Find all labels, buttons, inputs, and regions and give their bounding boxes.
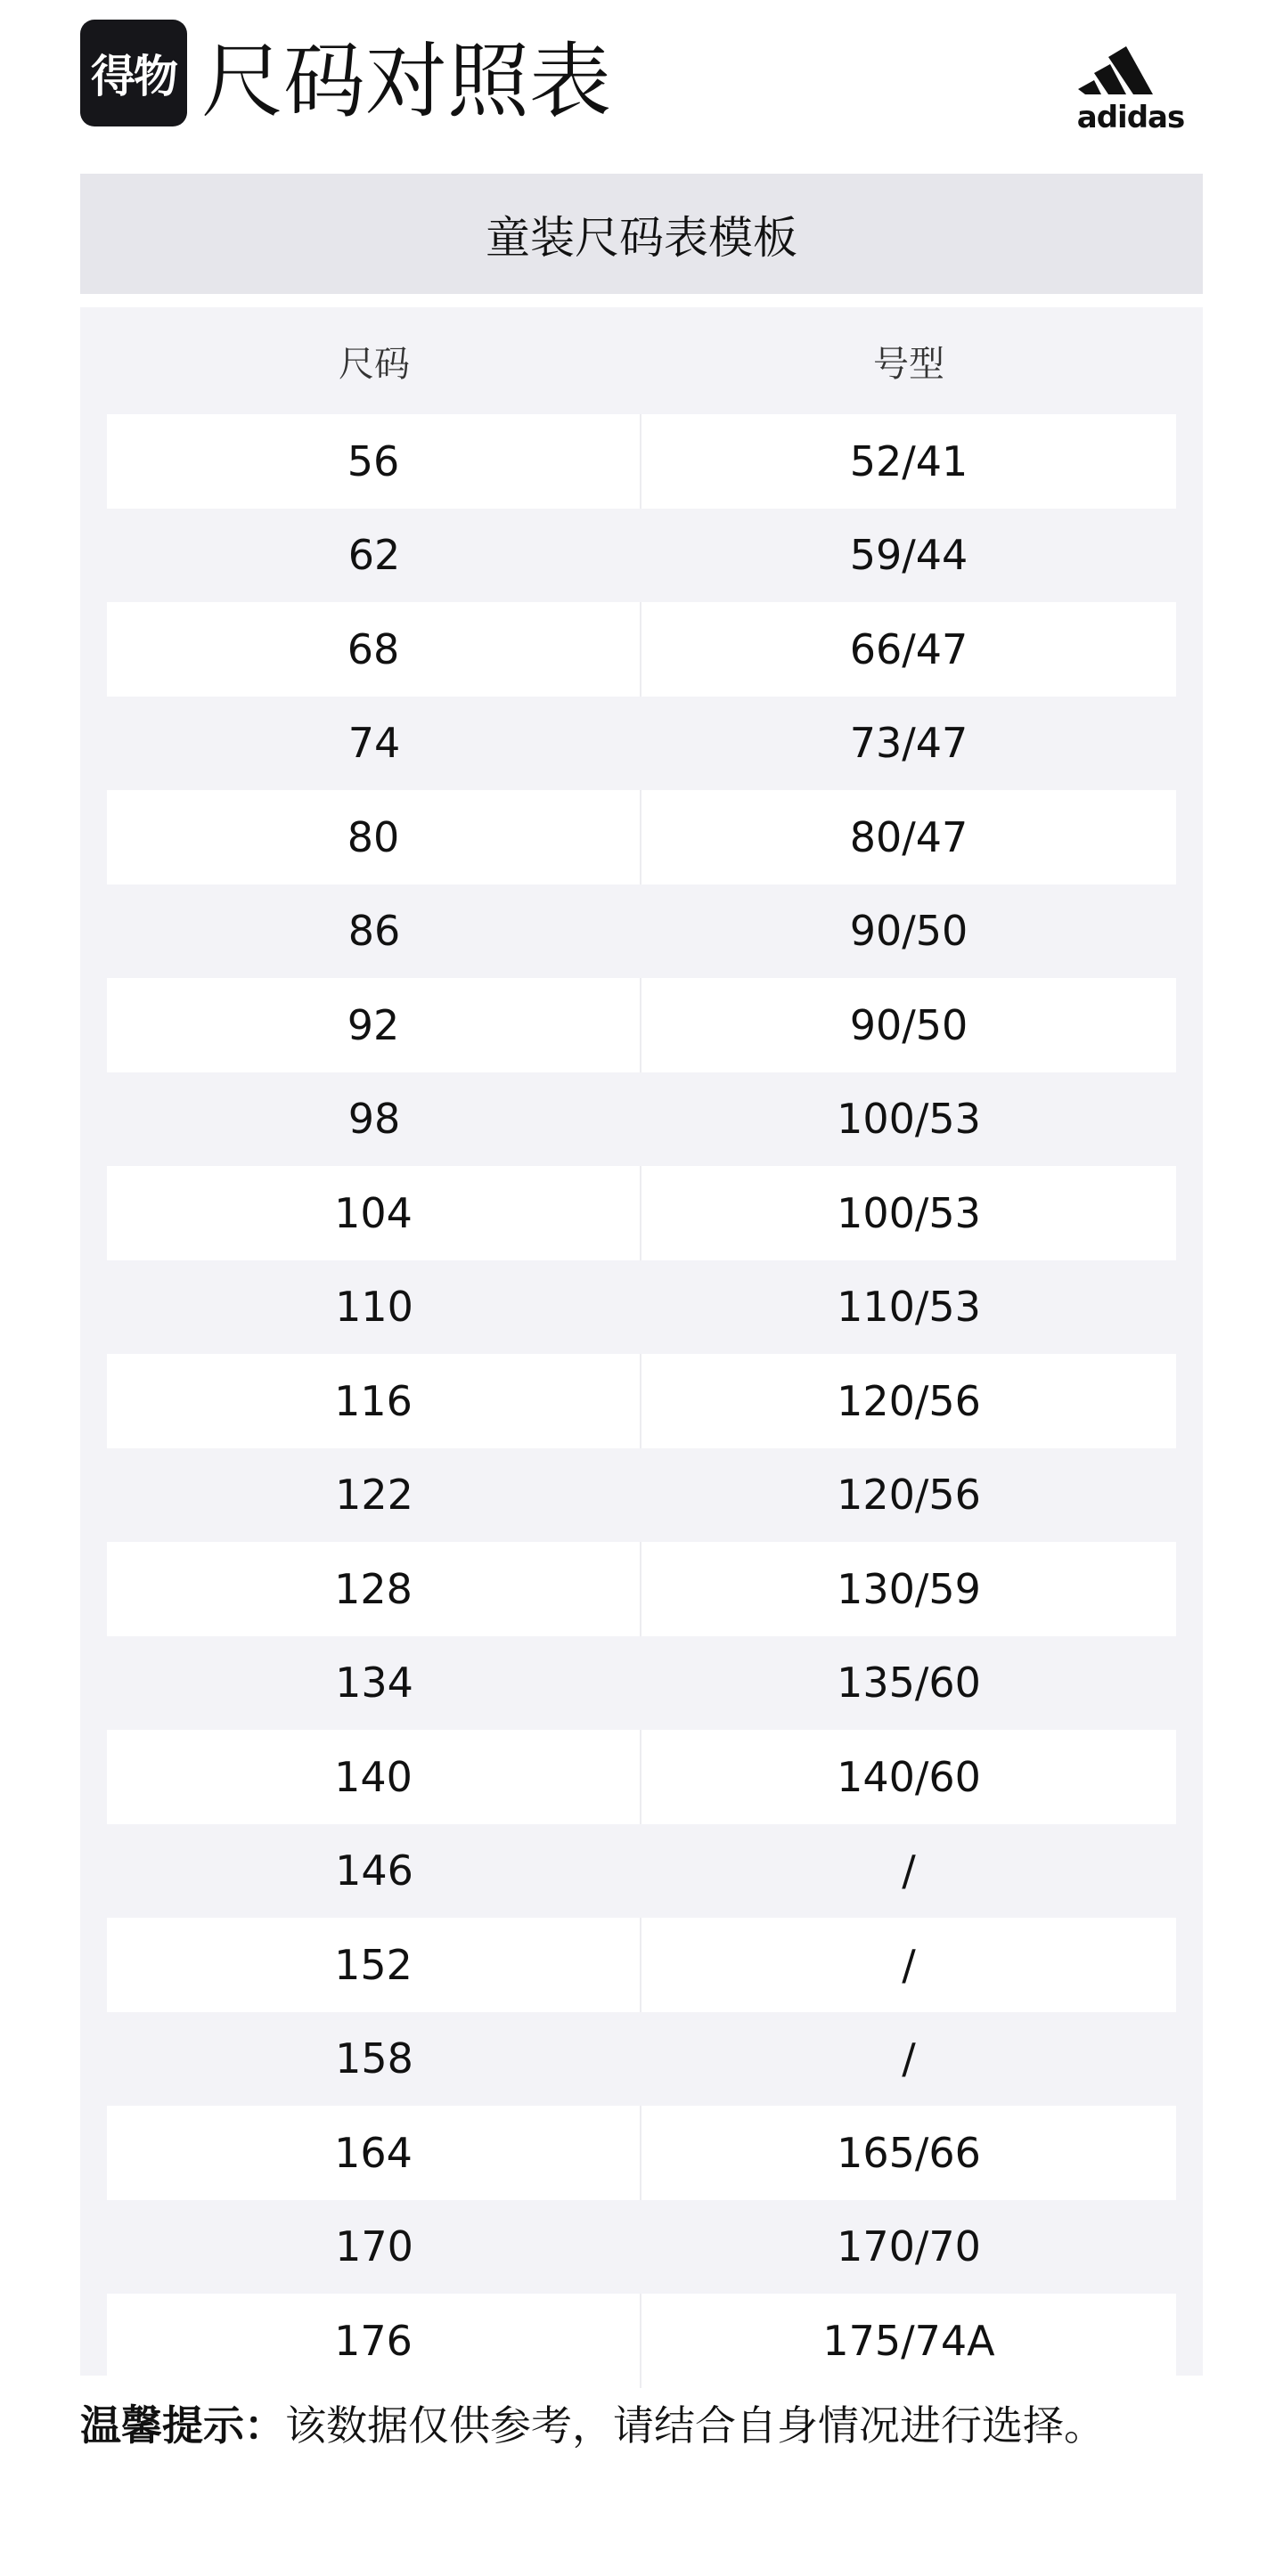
- table-row: [107, 2106, 1176, 2200]
- tip-label: 温馨提示：: [80, 2401, 285, 2450]
- model-cell: 66/47: [642, 602, 1176, 697]
- header: [80, 20, 1203, 153]
- model-cell: 130/59: [642, 1542, 1176, 1636]
- size-cell: 152: [107, 1918, 642, 2012]
- size-cell: 104: [107, 1166, 642, 1260]
- model-cell: 52/41: [642, 414, 1176, 509]
- table-row: [107, 1354, 1176, 1448]
- size-cell: 98: [347, 1095, 401, 1144]
- table-row: [107, 1448, 1176, 1543]
- model-cell: 170/70: [837, 2222, 981, 2271]
- table-row: [107, 697, 1176, 791]
- model-cell: 165/66: [642, 2106, 1176, 2200]
- model-cell: 175/74A: [642, 2294, 1176, 2388]
- column-header-model: 号型: [873, 343, 944, 385]
- model-cell: 100/53: [642, 1166, 1176, 1260]
- table-row: [107, 414, 1176, 509]
- app-logo-text: 得物: [91, 51, 176, 102]
- adidas-logo: [1076, 39, 1185, 135]
- column-header-size: 尺码: [339, 343, 410, 385]
- table-row: [107, 2200, 1176, 2295]
- model-cell: 100/53: [837, 1095, 981, 1144]
- model-cell: 90/50: [849, 907, 968, 956]
- table-row: [107, 2012, 1176, 2107]
- model-cell: 59/44: [849, 531, 968, 580]
- table-row: [107, 1636, 1176, 1731]
- model-cell: 135/60: [837, 1659, 981, 1708]
- table-row: [107, 1542, 1176, 1636]
- table-row: [107, 509, 1176, 603]
- size-cell: 92: [107, 978, 642, 1072]
- tip-text: 该数据仅供参考，请结合自身情况进行选择。: [285, 2401, 1105, 2450]
- model-cell: 80/47: [642, 790, 1176, 884]
- brand-wordmark: adidas: [1076, 100, 1185, 135]
- size-cell: 80: [107, 790, 642, 884]
- size-cell: 68: [107, 602, 642, 697]
- size-cell: 170: [335, 2222, 413, 2271]
- table-row: [107, 1072, 1176, 1167]
- table-row: [107, 790, 1176, 884]
- size-cell: 62: [347, 531, 401, 580]
- size-cell: 56: [107, 414, 642, 509]
- model-cell: 140/60: [642, 1730, 1176, 1824]
- size-cell: 86: [347, 907, 401, 956]
- size-cell: 134: [335, 1659, 413, 1708]
- dewu-app-logo: [80, 20, 187, 126]
- table-header: [107, 307, 1176, 414]
- table-row: [107, 1918, 1176, 2012]
- size-cell: 74: [347, 719, 401, 768]
- footer-tip: [80, 2394, 1238, 2457]
- size-cell: 116: [107, 1354, 642, 1448]
- adidas-stripes-icon: [1076, 39, 1185, 98]
- size-cell: 128: [107, 1542, 642, 1636]
- model-cell: 73/47: [849, 719, 968, 768]
- table-row: [107, 2294, 1176, 2388]
- table-row: [107, 884, 1176, 979]
- chart-subtitle: 童装尺码表模板: [80, 174, 1203, 294]
- size-cell: 110: [335, 1283, 413, 1332]
- model-cell: /: [902, 1846, 916, 1895]
- table-row: [107, 1730, 1176, 1824]
- size-cell: 176: [107, 2294, 642, 2388]
- size-cell: 122: [335, 1471, 413, 1520]
- table-row: [107, 1260, 1176, 1355]
- model-cell: 110/53: [837, 1283, 981, 1332]
- model-cell: 90/50: [642, 978, 1176, 1072]
- model-cell: /: [902, 2034, 916, 2083]
- table-row: [107, 602, 1176, 697]
- size-cell: 158: [335, 2034, 413, 2083]
- table-body: [107, 414, 1176, 2388]
- size-cell: 164: [107, 2106, 642, 2200]
- model-cell: 120/56: [837, 1471, 981, 1520]
- page-title: 尺码对照表: [201, 34, 612, 129]
- model-cell: /: [642, 1918, 1176, 2012]
- table-row: [107, 1166, 1176, 1260]
- size-table: [80, 307, 1203, 2376]
- model-cell: 120/56: [642, 1354, 1176, 1448]
- table-row: [107, 978, 1176, 1072]
- size-cell: 140: [107, 1730, 642, 1824]
- size-cell: 146: [335, 1846, 413, 1895]
- table-row: [107, 1824, 1176, 1919]
